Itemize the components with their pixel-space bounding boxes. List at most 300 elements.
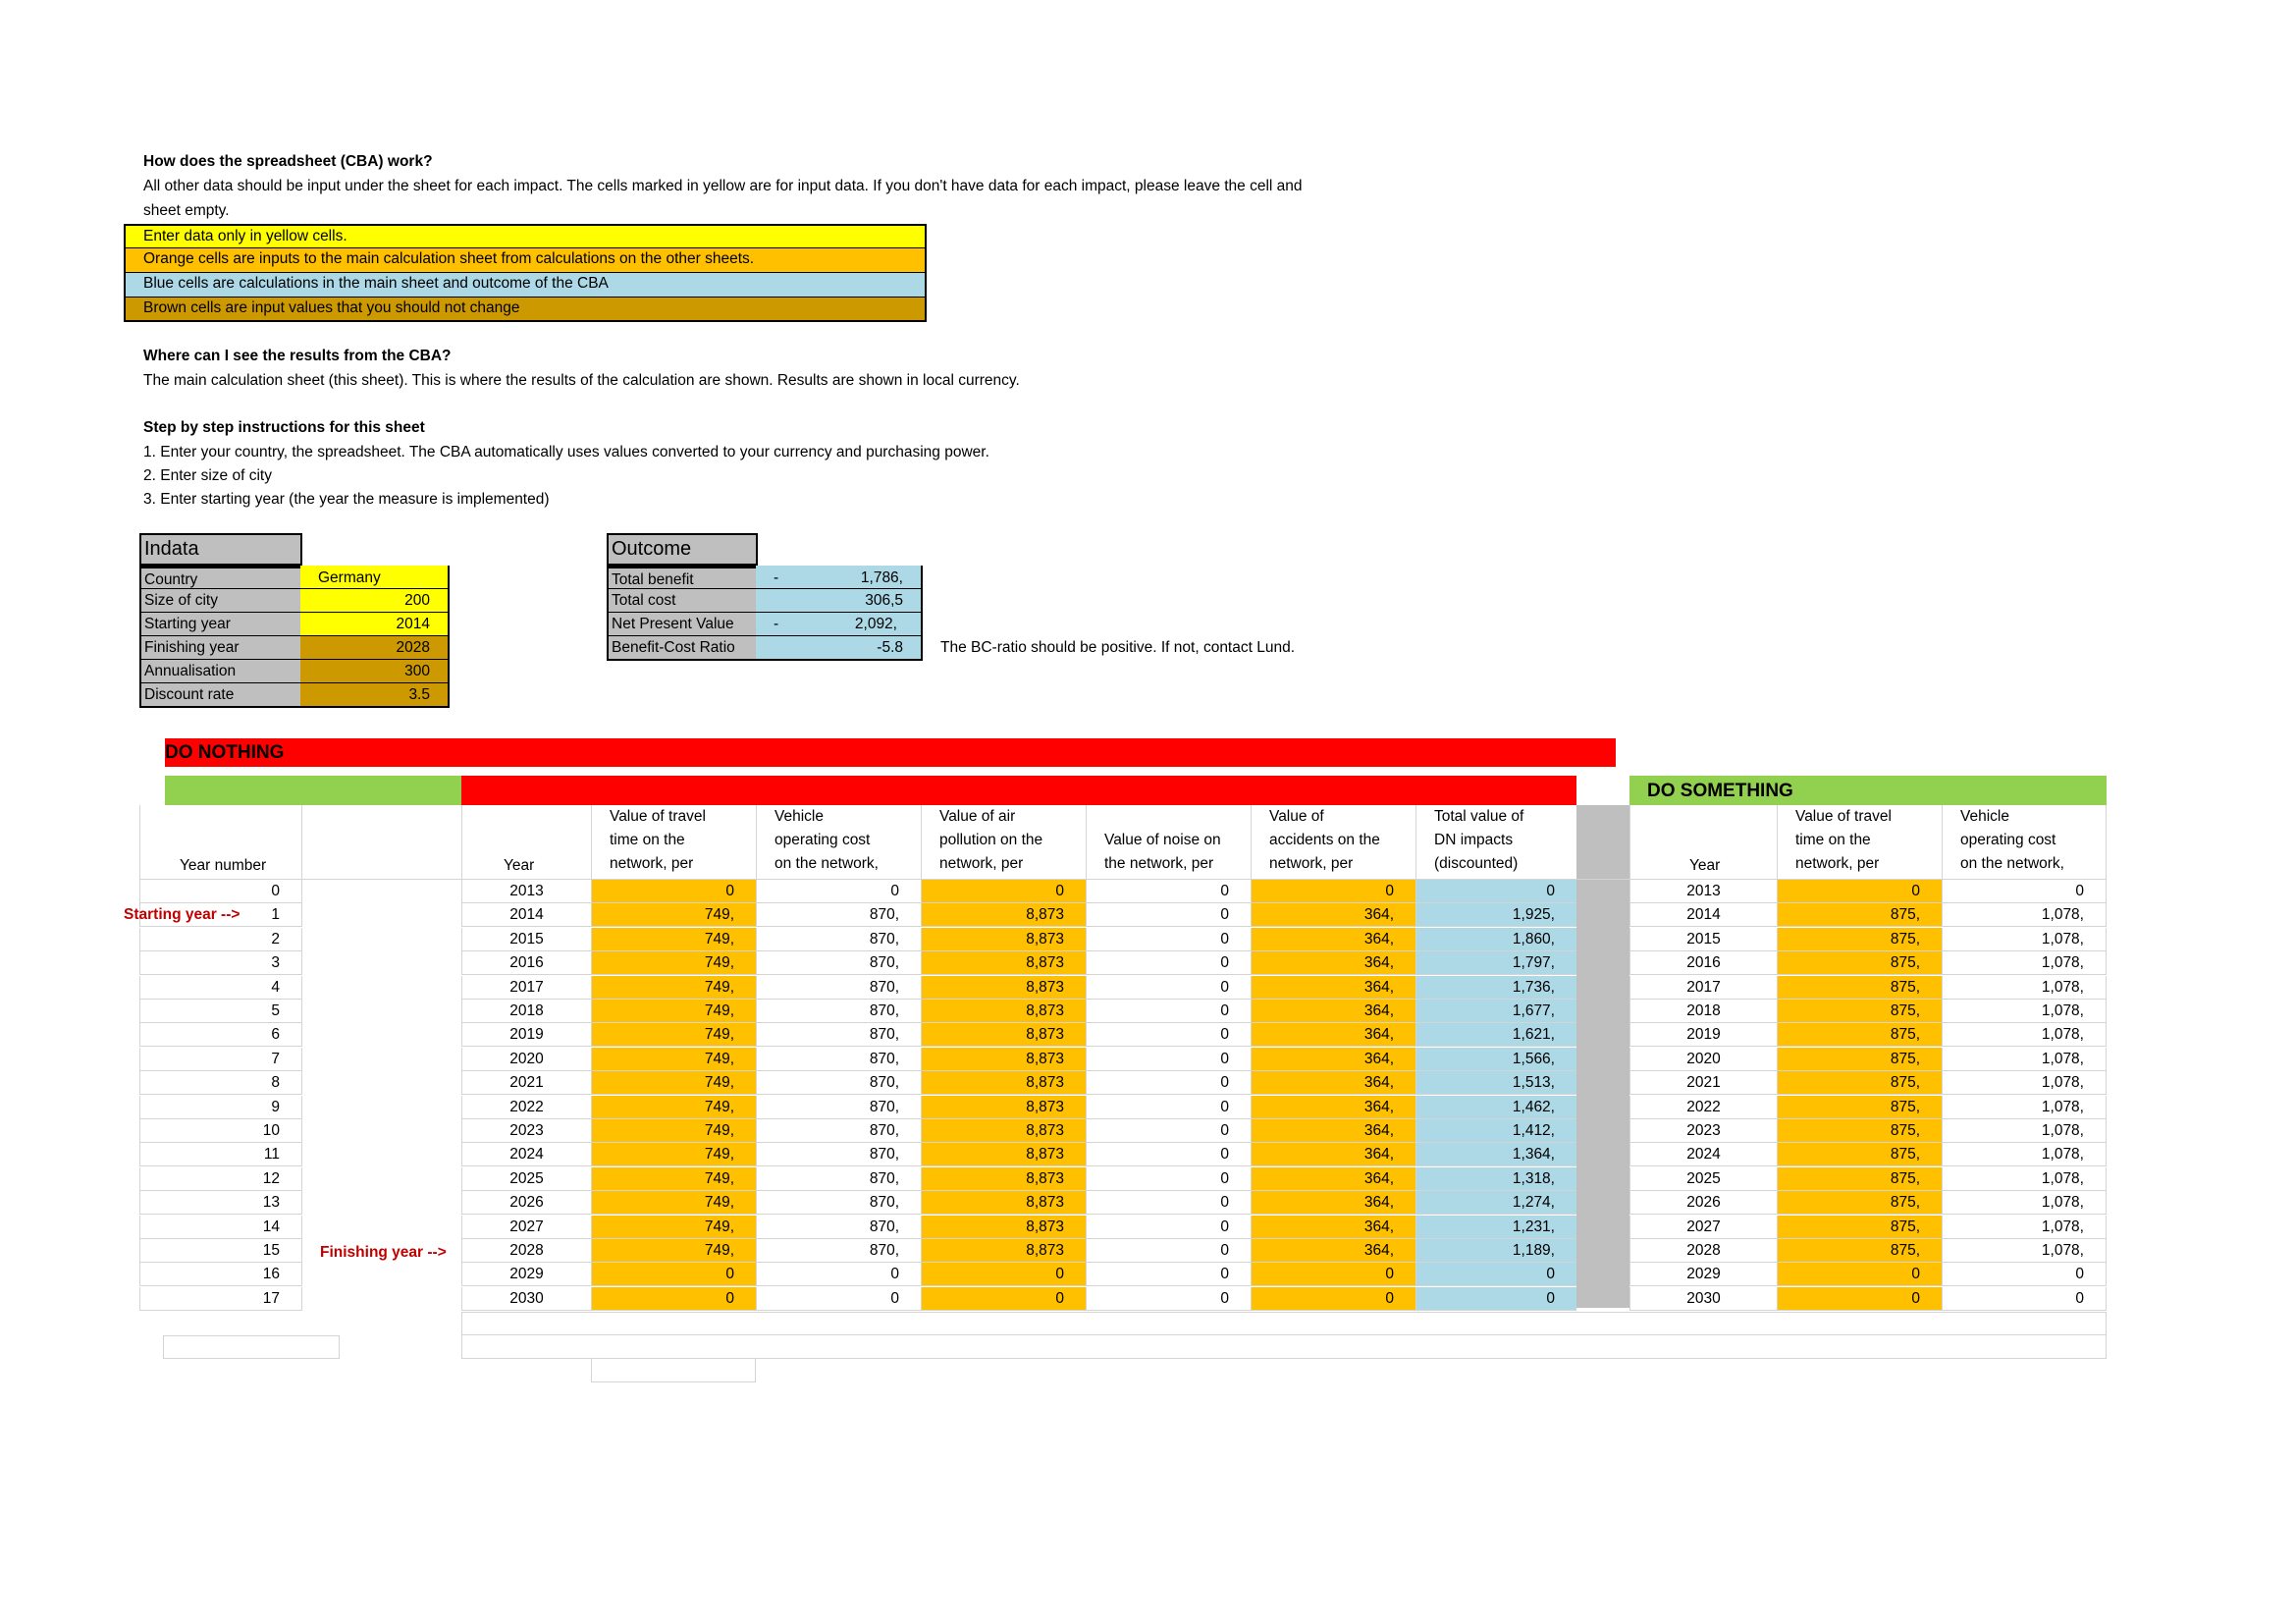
steps-heading: Step by step instructions for this sheet (143, 419, 425, 436)
cell-noise: 0 (1086, 928, 1251, 951)
cell-total: 0 (1415, 1263, 1576, 1286)
cell-noise: 0 (1086, 1096, 1251, 1119)
table-row (0, 928, 2296, 951)
table-row (0, 976, 2296, 1000)
table-row (0, 1071, 2296, 1095)
cell-year: 2020 (461, 1048, 591, 1071)
cell-voc: 870, (756, 903, 921, 927)
cell-voc: 870, (756, 1048, 921, 1071)
header-ds-travel-time (1777, 805, 1942, 880)
cell-total: 0 (1415, 1287, 1576, 1311)
intro-line-2: sheet empty. (143, 202, 230, 219)
cell-total: 1,364, (1415, 1143, 1576, 1166)
cell-year: 2013 (461, 880, 591, 903)
cell-noise: 0 (1086, 1216, 1251, 1239)
outcome-label: Total benefit (607, 566, 758, 589)
cell-ds-travel-time: 875, (1777, 928, 1942, 951)
header-line: network, per (610, 855, 694, 872)
cell-accidents: 364, (1251, 1143, 1415, 1166)
cell-voc: 870, (756, 1191, 921, 1215)
cell-air-pollution: 0 (921, 1287, 1086, 1311)
cell-air-pollution: 8,873 (921, 1000, 1086, 1023)
table-row (0, 951, 2296, 975)
header-ds-voc (1942, 805, 2107, 880)
cell-voc: 870, (756, 928, 921, 951)
table-row (0, 1000, 2296, 1023)
cell-ds-voc: 1,078, (1942, 951, 2107, 975)
discount-rate-value: 3.5 (300, 683, 450, 708)
cell-ds-travel-time: 875, (1777, 1191, 1942, 1215)
value: 1,786, (860, 569, 903, 586)
cell-accidents: 364, (1251, 903, 1415, 927)
cell-travel-time: 749, (591, 951, 756, 975)
header-line: operating cost (774, 832, 871, 848)
cell-ds-travel-time: 875, (1777, 1048, 1942, 1071)
cell-ds-year: 2022 (1629, 1096, 1777, 1119)
header-line: Value of travel (610, 808, 706, 825)
cell-total: 1,860, (1415, 928, 1576, 951)
cell-ds-voc: 0 (1942, 880, 2107, 903)
cell-ds-year: 2016 (1629, 951, 1777, 975)
cell-ds-year: 2023 (1629, 1119, 1777, 1143)
cell-voc: 0 (756, 1263, 921, 1286)
cell-noise: 0 (1086, 880, 1251, 903)
empty-row-2 (461, 1335, 2107, 1359)
cell-total: 1,513, (1415, 1071, 1576, 1095)
cell-ds-year: 2018 (1629, 1000, 1777, 1023)
table-row (0, 903, 2296, 927)
header-line: DN impacts (1434, 832, 1514, 848)
cell-ds-voc: 1,078, (1942, 928, 2107, 951)
do-nothing-green-bar (165, 776, 461, 805)
cell-travel-time: 749, (591, 928, 756, 951)
bc-ratio-note: The BC-ratio should be positive. If not, contact Lund. (940, 639, 1296, 656)
header-line: network, per (1795, 855, 1880, 872)
step-2: 2. Enter size of city (143, 467, 272, 484)
cell-ds-travel-time: 875, (1777, 1167, 1942, 1191)
header-line: Value of travel (1795, 808, 1892, 825)
cell-accidents: 364, (1251, 1167, 1415, 1191)
do-nothing-banner (165, 738, 1616, 767)
cell-voc: 870, (756, 1143, 921, 1166)
table-row (0, 1191, 2296, 1215)
value: 2,092, (854, 616, 897, 632)
cell-voc: 870, (756, 951, 921, 975)
cell-ds-year: 2019 (1629, 1023, 1777, 1047)
cell-noise: 0 (1086, 1191, 1251, 1215)
cell-ds-voc: 1,078, (1942, 1096, 2107, 1119)
legend-blue: Blue cells are calculations in the main sheet and outcome of the CBA (124, 273, 927, 298)
starting-year-marker: Starting year --> (124, 906, 240, 923)
cell-year: 2023 (461, 1119, 591, 1143)
annualisation-value: 300 (300, 660, 450, 683)
cell-ds-travel-time: 0 (1777, 1263, 1942, 1286)
table-row (0, 1023, 2296, 1047)
cell-noise: 0 (1086, 1119, 1251, 1143)
cell-ds-voc: 1,078, (1942, 1143, 2107, 1166)
header-line: the network, per (1104, 855, 1214, 872)
cell-year-number: 13 (139, 1191, 302, 1215)
cell-accidents: 364, (1251, 1071, 1415, 1095)
intro-line-1: All other data should be input under the sheet for each impact. The cells marked in yellow are for input data. If you don't have data for each impact, please leave the cell and (143, 178, 1303, 194)
table-row (0, 1263, 2296, 1286)
value: -5.8 (877, 639, 903, 656)
legend-brown: Brown cells are input values that you should not change (124, 298, 927, 322)
header-line: time on the (1795, 832, 1871, 848)
cell-year: 2027 (461, 1216, 591, 1239)
cell-travel-time: 0 (591, 1263, 756, 1286)
cell-air-pollution: 0 (921, 880, 1086, 903)
step-3: 3. Enter starting year (the year the measure is implemented) (143, 491, 550, 508)
cell-ds-travel-time: 0 (1777, 880, 1942, 903)
table-row (0, 1287, 2296, 1311)
cell-year: 2018 (461, 1000, 591, 1023)
cell-ds-year: 2029 (1629, 1263, 1777, 1286)
header-total (1415, 805, 1576, 880)
cell-year-number: 0 (139, 880, 302, 903)
cell-accidents: 0 (1251, 1263, 1415, 1286)
sign: - (774, 616, 779, 632)
cell-travel-time: 749, (591, 1071, 756, 1095)
cell-ds-year: 2013 (1629, 880, 1777, 903)
cell-ds-voc: 1,078, (1942, 1000, 2107, 1023)
cell-ds-voc: 0 (1942, 1263, 2107, 1286)
cell-noise: 0 (1086, 1048, 1251, 1071)
header-line: network, per (939, 855, 1024, 872)
header-line: Total value of (1434, 808, 1524, 825)
cell-ds-voc: 1,078, (1942, 976, 2107, 1000)
header-line: on the network, (774, 855, 879, 872)
cell-travel-time: 0 (591, 1287, 756, 1311)
results-text: The main calculation sheet (this sheet). This is where the results of the calculation are shown. Results are shown in local currency. (143, 372, 1020, 389)
cell-air-pollution: 8,873 (921, 1143, 1086, 1166)
table-row (0, 1167, 2296, 1191)
cell-voc: 0 (756, 1287, 921, 1311)
cell-ds-travel-time: 875, (1777, 1023, 1942, 1047)
cell-total: 1,797, (1415, 951, 1576, 975)
do-something-title: DO SOMETHING (1647, 781, 1793, 801)
cell-year: 2028 (461, 1239, 591, 1263)
cell-year-number: 11 (139, 1143, 302, 1166)
cell-ds-year: 2017 (1629, 976, 1777, 1000)
total-benefit-value (756, 566, 923, 589)
header-year-number (139, 805, 302, 880)
cell-travel-time: 749, (591, 1048, 756, 1071)
cell-voc: 870, (756, 1239, 921, 1263)
cell-year-number: 2 (139, 928, 302, 951)
cell-voc: 0 (756, 880, 921, 903)
indata-label: Starting year (139, 613, 302, 636)
cell-air-pollution: 8,873 (921, 1239, 1086, 1263)
results-heading: Where can I see the results from the CBA? (143, 348, 452, 364)
cell-air-pollution: 8,873 (921, 976, 1086, 1000)
empty-row-1 (461, 1312, 2107, 1335)
header-line: (discounted) (1434, 855, 1519, 872)
cell-accidents: 0 (1251, 880, 1415, 903)
cell-noise: 0 (1086, 1143, 1251, 1166)
outcome-label: Benefit-Cost Ratio (607, 636, 758, 661)
cell-ds-voc: 1,078, (1942, 1191, 2107, 1215)
empty-cell (591, 1359, 756, 1382)
header-noise (1086, 805, 1251, 880)
cell-year: 2029 (461, 1263, 591, 1286)
cell-noise: 0 (1086, 976, 1251, 1000)
cell-air-pollution: 8,873 (921, 951, 1086, 975)
cell-year-number: 9 (139, 1096, 302, 1119)
cell-ds-travel-time: 875, (1777, 951, 1942, 975)
cell-total: 1,677, (1415, 1000, 1576, 1023)
cell-travel-time: 749, (591, 1143, 756, 1166)
header-line: accidents on the (1269, 832, 1380, 848)
cell-accidents: 364, (1251, 928, 1415, 951)
legend-yellow: Enter data only in yellow cells. (124, 224, 927, 248)
cell-air-pollution: 8,873 (921, 1119, 1086, 1143)
cell-air-pollution: 0 (921, 1263, 1086, 1286)
cell-ds-voc: 1,078, (1942, 1239, 2107, 1263)
legend-orange: Orange cells are inputs to the main calculation sheet from calculations on the other sheets. (124, 248, 927, 273)
outcome-label: Total cost (607, 589, 758, 613)
value: 306,5 (865, 592, 903, 609)
header-year-number-text: Year number (180, 857, 267, 874)
cell-year: 2014 (461, 903, 591, 927)
cell-voc: 870, (756, 1119, 921, 1143)
cell-year: 2026 (461, 1191, 591, 1215)
cell-accidents: 0 (1251, 1287, 1415, 1311)
header-line: Value of (1269, 808, 1324, 825)
cell-voc: 870, (756, 1216, 921, 1239)
cell-air-pollution: 8,873 (921, 1191, 1086, 1215)
header-line: Vehicle (774, 808, 824, 825)
cell-total: 1,566, (1415, 1048, 1576, 1071)
column-header-row (0, 805, 2296, 880)
header-line: time on the (610, 832, 685, 848)
cell-year-number: 10 (139, 1119, 302, 1143)
header-air (921, 805, 1086, 880)
cell-noise: 0 (1086, 1287, 1251, 1311)
cell-travel-time: 749, (591, 1167, 756, 1191)
intro-heading: How does the spreadsheet (CBA) work? (143, 153, 433, 170)
cell-year: 2016 (461, 951, 591, 975)
cell-year-number: 5 (139, 1000, 302, 1023)
cell-air-pollution: 8,873 (921, 1048, 1086, 1071)
cell-year: 2025 (461, 1167, 591, 1191)
cell-ds-voc: 1,078, (1942, 1119, 2107, 1143)
header-line: Value of air (939, 808, 1016, 825)
header-line: Value of noise on (1104, 832, 1221, 848)
cell-travel-time: 749, (591, 1216, 756, 1239)
cell-noise: 0 (1086, 1239, 1251, 1263)
cell-ds-year: 2027 (1629, 1216, 1777, 1239)
cell-total: 0 (1415, 880, 1576, 903)
cell-noise: 0 (1086, 1167, 1251, 1191)
table-row (0, 1143, 2296, 1166)
indata-label: Finishing year (139, 636, 302, 660)
finishing-year-marker: Finishing year --> (320, 1244, 447, 1261)
cell-voc: 870, (756, 976, 921, 1000)
indata-label: Size of city (139, 589, 302, 613)
cell-accidents: 364, (1251, 976, 1415, 1000)
cell-total: 1,274, (1415, 1191, 1576, 1215)
table-row (0, 1048, 2296, 1071)
indata-label: Discount rate (139, 683, 302, 708)
cell-accidents: 364, (1251, 951, 1415, 975)
header-year-text: Year (504, 857, 535, 874)
cell-total: 1,736, (1415, 976, 1576, 1000)
cell-ds-year: 2015 (1629, 928, 1777, 951)
cell-noise: 0 (1086, 1263, 1251, 1286)
cell-ds-year: 2026 (1629, 1191, 1777, 1215)
cell-accidents: 364, (1251, 1096, 1415, 1119)
cell-ds-travel-time: 875, (1777, 1096, 1942, 1119)
cell-ds-travel-time: 875, (1777, 1216, 1942, 1239)
cell-ds-travel-time: 875, (1777, 903, 1942, 927)
do-nothing-red-bar (461, 776, 1576, 805)
cell-travel-time: 749, (591, 1096, 756, 1119)
cell-year-number: 3 (139, 951, 302, 975)
cell-ds-travel-time: 875, (1777, 1143, 1942, 1166)
total-cost-value (756, 589, 923, 613)
header-ds-year-text: Year (1689, 857, 1721, 874)
do-nothing-title: DO NOTHING (165, 742, 285, 763)
cell-accidents: 364, (1251, 1048, 1415, 1071)
cell-voc: 870, (756, 1071, 921, 1095)
header-accidents (1251, 805, 1415, 880)
cell-accidents: 364, (1251, 1239, 1415, 1263)
cell-noise: 0 (1086, 1000, 1251, 1023)
cell-ds-travel-time: 875, (1777, 1000, 1942, 1023)
cell-ds-voc: 1,078, (1942, 903, 2107, 927)
cell-voc: 870, (756, 1000, 921, 1023)
cell-voc: 870, (756, 1023, 921, 1047)
header-line: Vehicle (1960, 808, 2009, 825)
cell-noise: 0 (1086, 1071, 1251, 1095)
do-something-banner (1629, 776, 2107, 805)
cell-year-number: 15 (139, 1239, 302, 1263)
cell-ds-travel-time: 875, (1777, 1239, 1942, 1263)
table-row (0, 1119, 2296, 1143)
npv-value (756, 613, 923, 636)
cell-ds-voc: 1,078, (1942, 1071, 2107, 1095)
cell-ds-voc: 1,078, (1942, 1048, 2107, 1071)
starting-year-input[interactable]: 2014 (300, 613, 450, 636)
sign: - (774, 569, 779, 586)
cell-ds-voc: 1,078, (1942, 1216, 2107, 1239)
cell-total: 1,462, (1415, 1096, 1576, 1119)
cell-ds-year: 2024 (1629, 1143, 1777, 1166)
cell-travel-time: 749, (591, 1239, 756, 1263)
cell-year-number: 16 (139, 1263, 302, 1286)
cell-year: 2019 (461, 1023, 591, 1047)
cell-year: 2017 (461, 976, 591, 1000)
header-ds-year (1629, 805, 1777, 880)
cell-ds-travel-time: 0 (1777, 1287, 1942, 1311)
cell-total: 1,621, (1415, 1023, 1576, 1047)
empty-cell (163, 1335, 340, 1359)
cell-year-number: 1 (139, 903, 302, 927)
cell-air-pollution: 8,873 (921, 903, 1086, 927)
cell-ds-voc: 1,078, (1942, 1167, 2107, 1191)
table-row (0, 1096, 2296, 1119)
cell-noise: 0 (1086, 903, 1251, 927)
cell-ds-travel-time: 875, (1777, 1119, 1942, 1143)
cell-year: 2015 (461, 928, 591, 951)
cell-ds-year: 2014 (1629, 903, 1777, 927)
cell-year: 2024 (461, 1143, 591, 1166)
cell-total: 1,925, (1415, 903, 1576, 927)
cell-voc: 870, (756, 1096, 921, 1119)
city-size-input[interactable]: 200 (300, 589, 450, 613)
cell-travel-time: 749, (591, 976, 756, 1000)
cell-ds-travel-time: 875, (1777, 976, 1942, 1000)
indata-title: Indata (139, 533, 302, 566)
cell-ds-year: 2021 (1629, 1071, 1777, 1095)
header-line: on the network, (1960, 855, 2064, 872)
cell-year-number: 14 (139, 1216, 302, 1239)
cell-air-pollution: 8,873 (921, 1167, 1086, 1191)
header-line: network, per (1269, 855, 1354, 872)
cell-accidents: 364, (1251, 1000, 1415, 1023)
cell-year-number: 12 (139, 1167, 302, 1191)
cell-travel-time: 749, (591, 1119, 756, 1143)
header-voc (756, 805, 921, 880)
cell-noise: 0 (1086, 951, 1251, 975)
cell-travel-time: 749, (591, 1000, 756, 1023)
header-travel-time (591, 805, 756, 880)
cell-year: 2021 (461, 1071, 591, 1095)
cell-ds-voc: 1,078, (1942, 1023, 2107, 1047)
cell-total: 1,231, (1415, 1216, 1576, 1239)
cell-year: 2022 (461, 1096, 591, 1119)
cell-air-pollution: 8,873 (921, 1096, 1086, 1119)
cell-total: 1,318, (1415, 1167, 1576, 1191)
cell-year-number: 17 (139, 1287, 302, 1311)
table-row (0, 880, 2296, 903)
cell-year: 2030 (461, 1287, 591, 1311)
finishing-year-value: 2028 (300, 636, 450, 660)
cell-accidents: 364, (1251, 1023, 1415, 1047)
cell-air-pollution: 8,873 (921, 1216, 1086, 1239)
cell-travel-time: 749, (591, 903, 756, 927)
cell-noise: 0 (1086, 1023, 1251, 1047)
cell-year-number: 7 (139, 1048, 302, 1071)
cell-travel-time: 0 (591, 880, 756, 903)
cell-voc: 870, (756, 1167, 921, 1191)
country-input[interactable]: Germany (300, 566, 450, 589)
cell-ds-year: 2025 (1629, 1167, 1777, 1191)
bc-ratio-value (756, 636, 923, 661)
cell-air-pollution: 8,873 (921, 928, 1086, 951)
cell-ds-year: 2028 (1629, 1239, 1777, 1263)
cell-total: 1,412, (1415, 1119, 1576, 1143)
cell-air-pollution: 8,873 (921, 1023, 1086, 1047)
indata-label: Country (139, 566, 302, 589)
indata-label: Annualisation (139, 660, 302, 683)
outcome-label: Net Present Value (607, 613, 758, 636)
step-1: 1. Enter your country, the spreadsheet. The CBA automatically uses values converted to your currency and purchasing power. (143, 444, 989, 460)
cell-accidents: 364, (1251, 1216, 1415, 1239)
cell-ds-year: 2030 (1629, 1287, 1777, 1311)
cell-ds-travel-time: 875, (1777, 1071, 1942, 1095)
cell-accidents: 364, (1251, 1119, 1415, 1143)
cell-year-number: 6 (139, 1023, 302, 1047)
outcome-title: Outcome (607, 533, 758, 566)
cell-ds-year: 2020 (1629, 1048, 1777, 1071)
header-line: pollution on the (939, 832, 1043, 848)
table-row (0, 1216, 2296, 1239)
cell-year-number: 4 (139, 976, 302, 1000)
cell-air-pollution: 8,873 (921, 1071, 1086, 1095)
cell-accidents: 364, (1251, 1191, 1415, 1215)
